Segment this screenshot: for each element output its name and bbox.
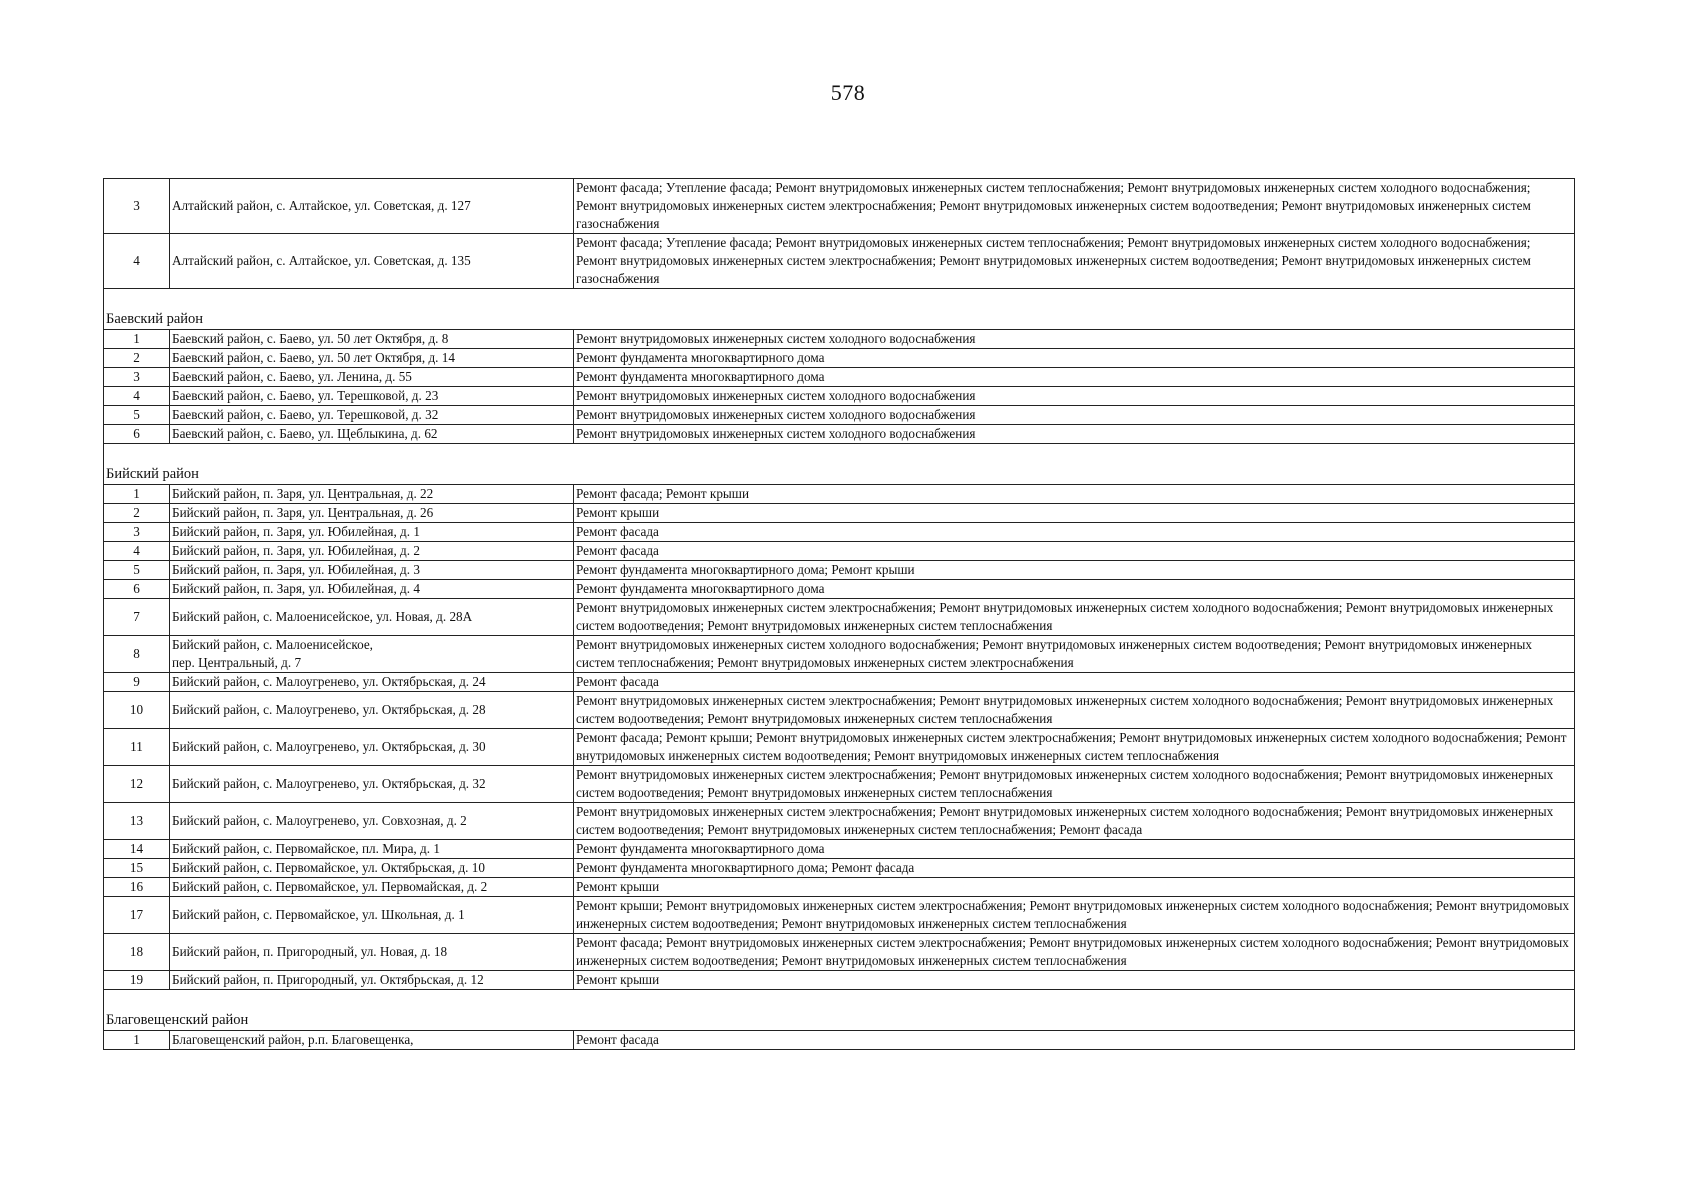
table-row [104, 859, 1575, 878]
row-works: Ремонт внутридомовых инженерных систем электроснабжения; Ремонт внутридомовых инженерных систем холодного водоснабжения; Ремонт внутридомовых инженерных систем водоотведения; Ремонт внутридомовых инженерных систем теплоснабжения [574, 766, 1575, 803]
address-line: Алтайский район, с. Алтайское, ул. Советская, д. 127 [172, 198, 471, 213]
row-number: 3 [104, 179, 170, 234]
address-line: Бийский район, с. Первомайское, пл. Мира, д. 1 [172, 841, 440, 856]
section-header-row [104, 289, 1575, 330]
table-row [104, 485, 1575, 504]
row-number: 7 [104, 599, 170, 636]
row-number: 16 [104, 878, 170, 897]
section-header-row [104, 990, 1575, 1031]
address-line: Баевский район, с. Баево, ул. Терешковой, д. 23 [172, 388, 439, 403]
table-row [104, 349, 1575, 368]
row-number: 11 [104, 729, 170, 766]
section-title: Благовещенский район [106, 1012, 249, 1028]
row-address [170, 561, 574, 580]
row-number: 6 [104, 580, 170, 599]
table-row [104, 179, 1575, 234]
address-line: Бийский район, п. Заря, ул. Юбилейная, д. 4 [172, 581, 420, 596]
row-address [170, 485, 574, 504]
address-line: Баевский район, с. Баево, ул. 50 лет Октября, д. 14 [172, 350, 455, 365]
page-number: 578 [830, 80, 866, 105]
table-row [104, 425, 1575, 444]
row-address [170, 406, 574, 425]
row-address [170, 971, 574, 990]
row-works: Ремонт фундамента многоквартирного дома; Ремонт фасада [574, 859, 1575, 878]
table-row [104, 766, 1575, 803]
row-number: 6 [104, 425, 170, 444]
table-row [104, 878, 1575, 897]
address-line: Бийский район, с. Малоугренево, ул. Октябрьская, д. 32 [172, 776, 486, 791]
table-row [104, 803, 1575, 840]
row-number: 1 [104, 330, 170, 349]
table-row [104, 897, 1575, 934]
row-works: Ремонт фасада [574, 523, 1575, 542]
table-row [104, 580, 1575, 599]
row-works: Ремонт внутридомовых инженерных систем электроснабжения; Ремонт внутридомовых инженерных систем холодного водоснабжения; Ремонт внутридомовых инженерных систем водоотведения; Ремонт внутридомовых инженерных систем теплоснабжения; Ремонт фасада [574, 803, 1575, 840]
table-row [104, 692, 1575, 729]
row-address [170, 542, 574, 561]
row-works: Ремонт фундамента многоквартирного дома [574, 840, 1575, 859]
row-works: Ремонт фасада; Утепление фасада; Ремонт внутридомовых инженерных систем теплоснабжения; Ремонт внутридомовых инженерных систем холодного водоснабжения; Ремонт внутридомовых инженерных систем электроснабжения; Ремонт внутридомовых инженерных систем водоотведения; Ремонт внутридомовых инженерных систем газоснабжения [574, 234, 1575, 289]
row-number: 5 [104, 561, 170, 580]
row-address [170, 330, 574, 349]
row-address [170, 234, 574, 289]
row-works: Ремонт фасада [574, 542, 1575, 561]
address-line: Бийский район, с. Малоугренево, ул. Совхозная, д. 2 [172, 813, 467, 828]
row-number: 2 [104, 504, 170, 523]
address-line: Бийский район, п. Заря, ул. Центральная, д. 26 [172, 505, 434, 520]
row-number: 3 [104, 368, 170, 387]
repair-table-body [104, 179, 1575, 1050]
table-row [104, 729, 1575, 766]
row-address [170, 766, 574, 803]
row-number: 2 [104, 349, 170, 368]
table-row [104, 542, 1575, 561]
row-address [170, 729, 574, 766]
address-line: Баевский район, с. Баево, ул. Ленина, д. 55 [172, 369, 412, 384]
address-line: Бийский район, п. Заря, ул. Юбилейная, д. 1 [172, 524, 420, 539]
row-works: Ремонт фасада; Ремонт крыши [574, 485, 1575, 504]
row-address [170, 349, 574, 368]
row-works: Ремонт внутридомовых инженерных систем электроснабжения; Ремонт внутридомовых инженерных систем холодного водоснабжения; Ремонт внутридомовых инженерных систем водоотведения; Ремонт внутридомовых инженерных систем теплоснабжения [574, 599, 1575, 636]
address-line: Бийский район, с. Первомайское, ул. Октябрьская, д. 10 [172, 860, 485, 875]
row-works: Ремонт фундамента многоквартирного дома; Ремонт крыши [574, 561, 1575, 580]
table-row [104, 673, 1575, 692]
table-row [104, 840, 1575, 859]
row-address [170, 897, 574, 934]
row-number: 9 [104, 673, 170, 692]
row-number: 1 [104, 485, 170, 504]
row-address [170, 425, 574, 444]
row-number: 4 [104, 387, 170, 406]
row-number: 14 [104, 840, 170, 859]
row-works: Ремонт внутридомовых инженерных систем холодного водоснабжения [574, 425, 1575, 444]
section-title: Бийский район [106, 466, 199, 482]
row-works: Ремонт фундамента многоквартирного дома [574, 368, 1575, 387]
address-line: Бийский район, п. Пригородный, ул. Новая, д. 18 [172, 944, 448, 959]
address-line: Бийский район, с. Малоугренево, ул. Октябрьская, д. 24 [172, 674, 486, 689]
address-line: Бийский район, п. Заря, ул. Центральная, д. 22 [172, 486, 434, 501]
row-address [170, 692, 574, 729]
address-line: Алтайский район, с. Алтайское, ул. Советская, д. 135 [172, 253, 471, 268]
row-address [170, 580, 574, 599]
address-line: Бийский район, п. Заря, ул. Юбилейная, д. 2 [172, 543, 420, 558]
address-line: Баевский район, с. Баево, ул. Терешковой, д. 32 [172, 407, 439, 422]
row-works: Ремонт фасада; Ремонт крыши; Ремонт внутридомовых инженерных систем электроснабжения; Ремонт внутридомовых инженерных систем холодного водоснабжения; Ремонт внутридомовых инженерных систем водоотведения; Ремонт внутридомовых инженерных систем теплоснабжения [574, 729, 1575, 766]
row-works: Ремонт внутридомовых инженерных систем холодного водоснабжения [574, 406, 1575, 425]
address-line: Бийский район, с. Первомайское, ул. Школьная, д. 1 [172, 907, 465, 922]
address-line: Бийский район, с. Малоугренево, ул. Октябрьская, д. 30 [172, 739, 486, 754]
row-address [170, 673, 574, 692]
section-header-cell [104, 990, 1575, 1031]
table-row [104, 1031, 1575, 1050]
row-number: 19 [104, 971, 170, 990]
table-row [104, 934, 1575, 971]
table-row [104, 368, 1575, 387]
table-row [104, 406, 1575, 425]
address-line: Баевский район, с. Баево, ул. 50 лет Октября, д. 8 [172, 331, 449, 346]
table-row [104, 523, 1575, 542]
row-address [170, 387, 574, 406]
row-address [170, 859, 574, 878]
row-number: 5 [104, 406, 170, 425]
row-number: 8 [104, 636, 170, 673]
address-line: Благовещенский район, р.п. Благовещенка, [172, 1032, 414, 1047]
address-line: Бийский район, п. Пригородный, ул. Октябрьская, д. 12 [172, 972, 484, 987]
row-address [170, 599, 574, 636]
row-number: 18 [104, 934, 170, 971]
row-works: Ремонт крыши [574, 971, 1575, 990]
table-row [104, 234, 1575, 289]
address-line: Баевский район, с. Баево, ул. Щеблыкина, д. 62 [172, 426, 438, 441]
row-works: Ремонт крыши [574, 878, 1575, 897]
row-works: Ремонт фундамента многоквартирного дома [574, 580, 1575, 599]
row-number: 15 [104, 859, 170, 878]
row-number: 12 [104, 766, 170, 803]
address-line: Бийский район, с. Малоенисейское, ул. Новая, д. 28А [172, 609, 473, 624]
table-row [104, 387, 1575, 406]
row-works: Ремонт внутридомовых инженерных систем холодного водоснабжения [574, 387, 1575, 406]
row-works: Ремонт фундамента многоквартирного дома [574, 349, 1575, 368]
row-address [170, 179, 574, 234]
table-row [104, 599, 1575, 636]
row-works: Ремонт крыши; Ремонт внутридомовых инженерных систем электроснабжения; Ремонт внутридомовых инженерных систем холодного водоснабжения; Ремонт внутридомовых инженерных систем водоотведения; Ремонт внутридомовых инженерных систем теплоснабжения [574, 897, 1575, 934]
row-number: 4 [104, 234, 170, 289]
address-line: Бийский район, с. Малоугренево, ул. Октябрьская, д. 28 [172, 702, 486, 717]
section-header-cell [104, 444, 1575, 485]
row-number: 13 [104, 803, 170, 840]
row-address [170, 636, 574, 673]
row-number: 4 [104, 542, 170, 561]
row-address [170, 934, 574, 971]
table-row [104, 561, 1575, 580]
address-line: Бийский район, с. Первомайское, ул. Первомайская, д. 2 [172, 879, 488, 894]
row-works: Ремонт внутридомовых инженерных систем электроснабжения; Ремонт внутридомовых инженерных систем холодного водоснабжения; Ремонт внутридомовых инженерных систем водоотведения; Ремонт внутридомовых инженерных систем теплоснабжения [574, 692, 1575, 729]
row-address [170, 803, 574, 840]
row-works: Ремонт фасада [574, 673, 1575, 692]
row-works: Ремонт фасада [574, 1031, 1575, 1050]
address-line-2: пер. Центральный, д. 7 [172, 655, 302, 670]
row-works: Ремонт крыши [574, 504, 1575, 523]
row-address [170, 1031, 574, 1050]
row-address [170, 368, 574, 387]
row-address [170, 504, 574, 523]
row-works: Ремонт фасада; Утепление фасада; Ремонт внутридомовых инженерных систем теплоснабжения; Ремонт внутридомовых инженерных систем холодного водоснабжения; Ремонт внутридомовых инженерных систем электроснабжения; Ремонт внутридомовых инженерных систем водоотведения; Ремонт внутридомовых инженерных систем газоснабжения [574, 179, 1575, 234]
table-row [104, 504, 1575, 523]
table-row [104, 971, 1575, 990]
row-works: Ремонт внутридомовых инженерных систем холодного водоснабжения [574, 330, 1575, 349]
table-row [104, 330, 1575, 349]
row-address [170, 878, 574, 897]
address-line: Бийский район, с. Малоенисейское, [172, 637, 373, 652]
row-number: 3 [104, 523, 170, 542]
row-number: 17 [104, 897, 170, 934]
section-header-row [104, 444, 1575, 485]
row-number: 1 [104, 1031, 170, 1050]
section-title: Баевский район [106, 311, 204, 327]
section-header-cell [104, 289, 1575, 330]
row-works: Ремонт внутридомовых инженерных систем холодного водоснабжения; Ремонт внутридомовых инженерных систем водоотведения; Ремонт внутридомовых инженерных систем теплоснабжения; Ремонт внутридомовых инженерных систем электроснабжения [574, 636, 1575, 673]
row-address [170, 523, 574, 542]
repair-table-container [103, 178, 1574, 1050]
row-number: 10 [104, 692, 170, 729]
address-line: Бийский район, п. Заря, ул. Юбилейная, д. 3 [172, 562, 420, 577]
table-row [104, 636, 1575, 673]
row-address [170, 840, 574, 859]
row-works: Ремонт фасада; Ремонт внутридомовых инженерных систем электроснабжения; Ремонт внутридомовых инженерных систем холодного водоснабжения; Ремонт внутридомовых инженерных систем водоотведения; Ремонт внутридомовых инженерных систем теплоснабжения [574, 934, 1575, 971]
repair-table [103, 178, 1575, 1050]
